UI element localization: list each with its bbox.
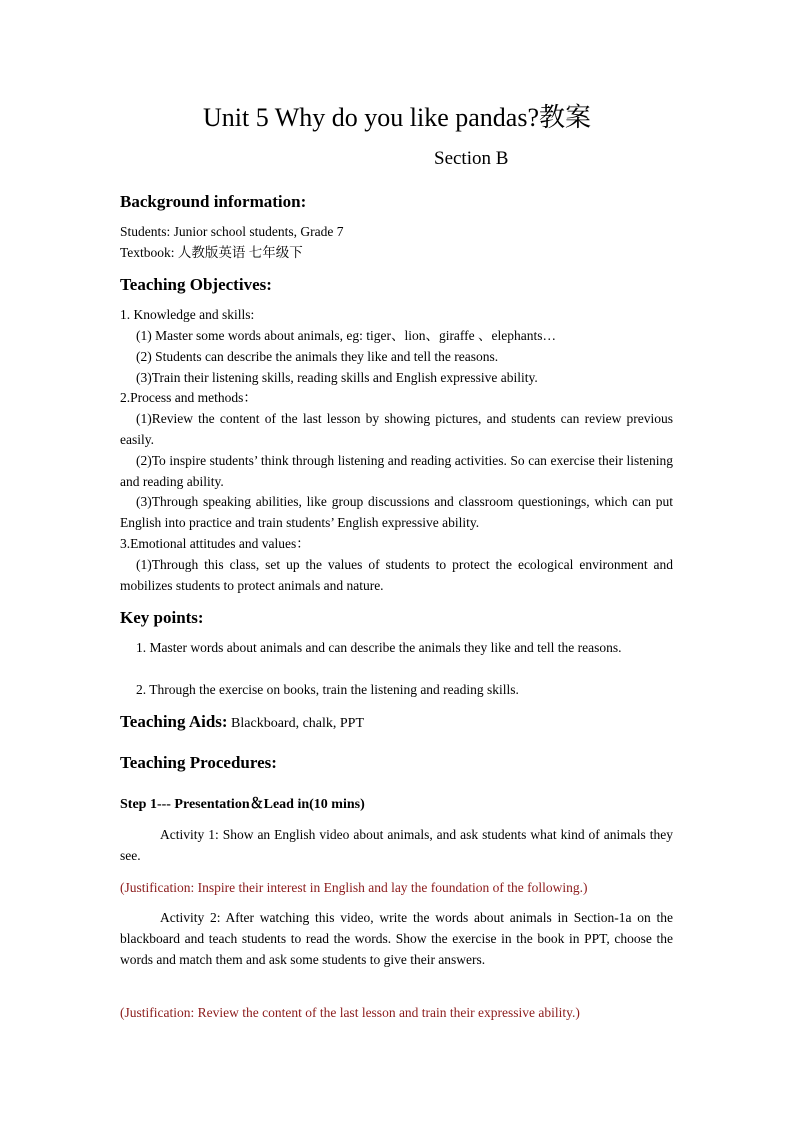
- justification-1: (Justification: Inspire their interest in English and lay the foundation of the following.): [120, 880, 588, 895]
- justification-2: (Justification: Review the content of the last lesson and train their expressive ability.): [120, 1005, 580, 1020]
- step-1-title: Step 1--- Presentation＆Lead in(10 mins): [120, 797, 365, 812]
- document-title: Unit 5 Why do you like pandas?教案: [202, 103, 592, 132]
- process-title: 2.Process and methods：: [120, 390, 257, 405]
- activity-2: Activity 2: After watching this video, write the words about animals in Section-1a on the blackboard and teach students to read the words. Show the exercise in the book in PPT, choose the words and match them and ask some students to give their answers.: [120, 910, 673, 967]
- teaching-aids: [120, 711, 364, 735]
- teaching-aids-value: Blackboard, chalk, PPT: [227, 716, 365, 731]
- objectives-heading: Teaching Objectives:: [120, 275, 272, 294]
- knowledge-title: 1. Knowledge and skills:: [120, 307, 255, 322]
- key-point-2: 2. Through the exercise on books, train the listening and reading skills.: [136, 682, 519, 697]
- textbook-line: Textbook: 人教版英语 七年级下: [120, 245, 303, 260]
- students-line: Students: Junior school students, Grade 7: [120, 224, 344, 239]
- procedures-heading: Teaching Procedures:: [120, 753, 277, 772]
- process-item-1: (1)Review the content of the last lesson by showing pictures, and students can review previous easily.: [120, 411, 673, 447]
- background-heading: Background information:: [120, 192, 307, 211]
- knowledge-item-3: (3)Train their listening skills, reading skills and English expressive ability.: [136, 370, 538, 385]
- teaching-aids-heading: Teaching Aids:: [120, 712, 228, 731]
- emotional-item-1: (1)Through this class, set up the values of students to protect the ecological environment and mobilizes students to protect animals and nature.: [120, 557, 673, 593]
- knowledge-item-1: (1) Master some words about animals, eg: tiger、lion、giraffe 、elephants…: [136, 328, 557, 343]
- section-subtitle: Section B: [434, 148, 509, 169]
- key-points-heading: Key points:: [120, 608, 204, 627]
- knowledge-item-2: (2) Students can describe the animals they like and tell the reasons.: [136, 349, 499, 364]
- process-item-3: (3)Through speaking abilities, like group discussions and classroom questionings, which can put English into practice and train students’ English expressive ability.: [120, 494, 673, 530]
- emotional-title: 3.Emotional attitudes and values：: [120, 536, 310, 551]
- activity-1: Activity 1: Show an English video about animals, and ask students what kind of animals they see.: [120, 827, 673, 863]
- key-point-1: 1. Master words about animals and can describe the animals they like and tell the reasons.: [136, 640, 622, 655]
- process-item-2: (2)To inspire students’ think through listening and reading activities. So can exercise their listening and reading ability.: [120, 453, 673, 489]
